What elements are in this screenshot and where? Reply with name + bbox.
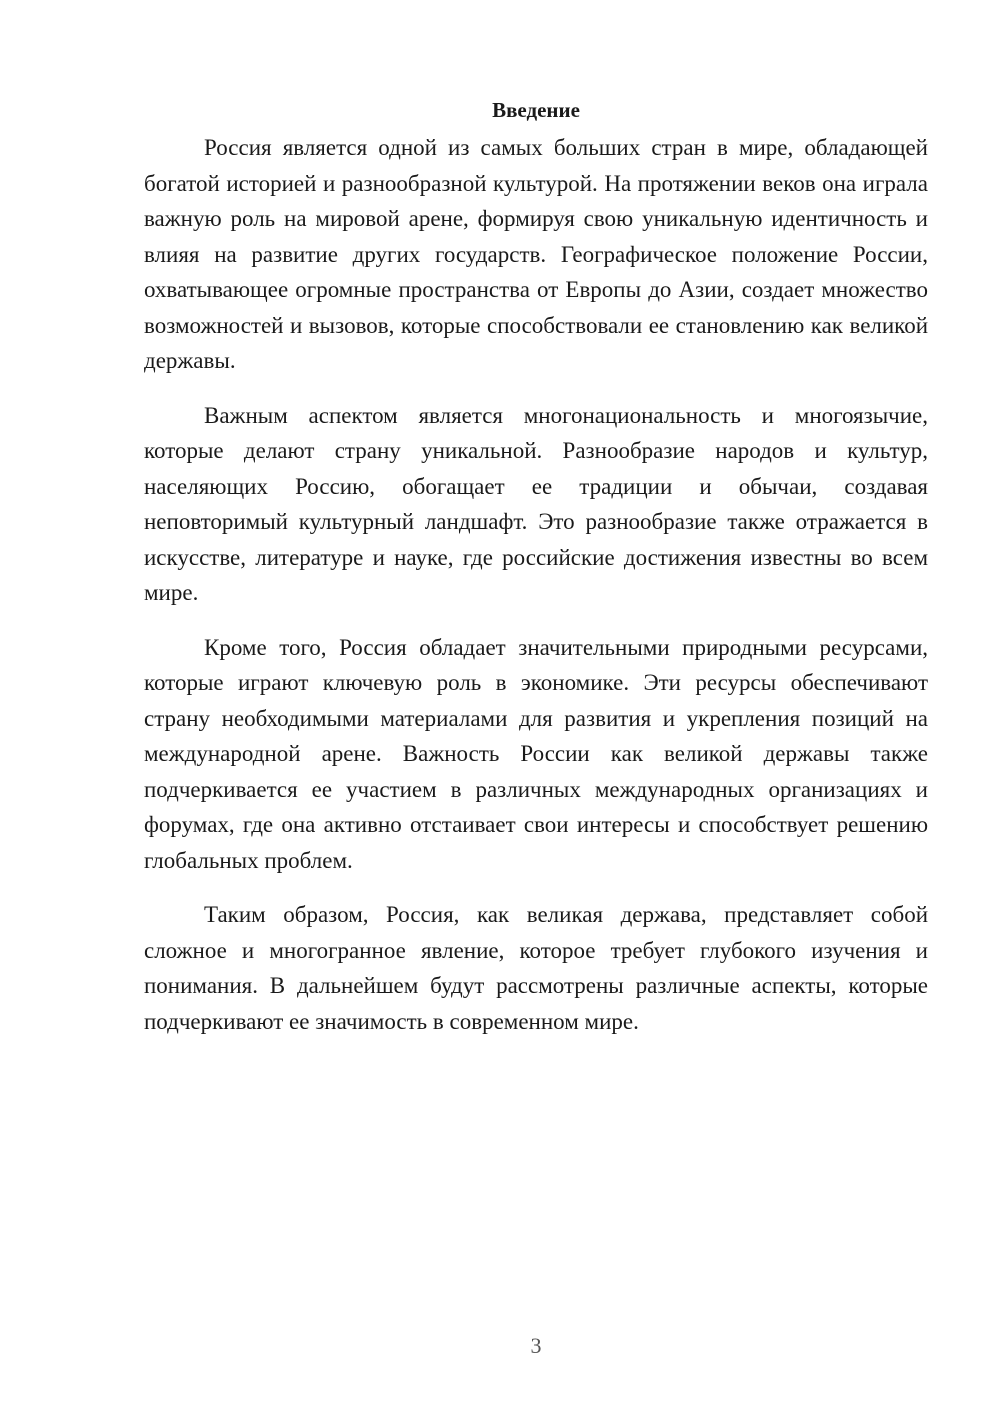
paragraph-3: Кроме того, Россия обладает значительными природными ресурсами, которые играют ключевую роль в экономике. Эти ресурсы обеспечивают страну необходимыми материалами для развития и укрепления позиций на международной арене. Важность России как великой державы также подчеркивается ее участием в различных международных организациях и форумах, где она активно отстаивает свои интересы и способствует решению глобальных проблем. — [144, 634, 928, 873]
page-number: 3 — [530, 1333, 542, 1358]
section-heading: Введение — [492, 98, 580, 122]
paragraph-2: Важным аспектом является многонациональность и многоязычие, которые делают страну уникальной. Разнообразие народов и культур, населяющих Россию, обогащает ее традиции и обычаи, создавая неповторимый культурный ландшафт. Это разнообразие также отражается в искусстве, литературе и науке, где российские достижения известны во всем мире. — [144, 402, 928, 605]
paragraph-4: Таким образом, Россия, как великая держава, представляет собой сложное и многогранное явление, которое требует глубокого изучения и понимания. В дальнейшем будут рассмотрены различные аспекты, которые подчеркивают ее значимость в современном мире. — [144, 902, 928, 1034]
paragraph-1: Россия является одной из самых больших стран в мире, обладающей богатой историей и разнообразной культурой. На протяжении веков она играла важную роль на мировой арене, формируя свою уникальную идентичность и влияя на развитие других государств. Географическое положение России, охватывающее огромные пространства от Европы до Азии, создает множество возможностей и вызовов, которые способствовали ее становлению как великой державы. — [144, 135, 928, 373]
page-content — [144, 92, 928, 1058]
